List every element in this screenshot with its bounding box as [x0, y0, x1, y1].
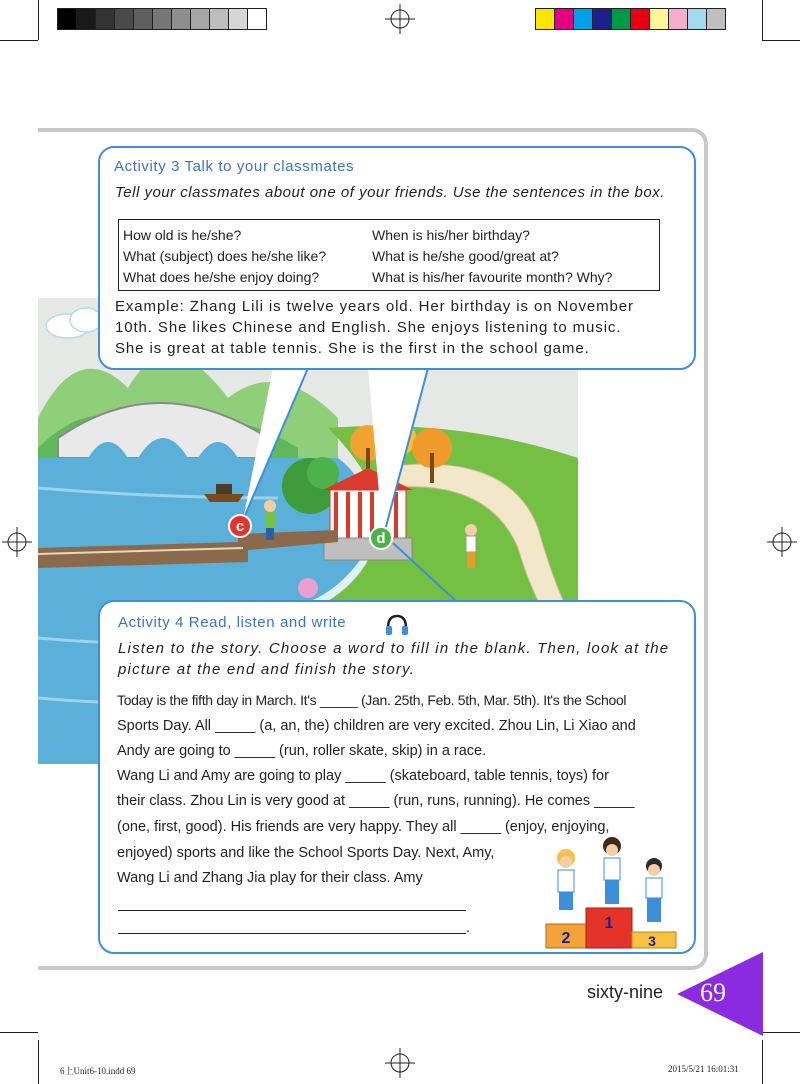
- activity-4-instruction: Listen to the story. Choose a word to fill in the blank. Then, look at the: [118, 640, 670, 657]
- crop-mark: [762, 0, 763, 40]
- story-line: Sports Day. All _____ (a, an, the) children are very excited. Zhou Lin, Li Xiao and: [117, 718, 636, 734]
- story-line: their class. Zhou Lin is very good at _____ (run, runs, running). He comes _____: [117, 793, 635, 809]
- boy-figure: [646, 858, 662, 922]
- girl-figure: [603, 837, 621, 904]
- crop-mark: [0, 1032, 38, 1033]
- activity-3-title: Activity 3 Talk to your classmates: [114, 158, 355, 175]
- page-number-words: sixty-nine: [587, 982, 664, 1002]
- girl-figure: [557, 849, 575, 910]
- crop-mark: [762, 1032, 800, 1033]
- footer-timestamp: 2015/5/21 16:01:31: [668, 1064, 739, 1074]
- story-line: Wang Li and Amy are going to play _____ (skateboard, table tennis, toys) for: [117, 768, 609, 784]
- podium-illustration: [540, 836, 686, 952]
- footer-file: 6上Unit6-10.indd 69: [60, 1066, 136, 1076]
- story-line: enjoyed) sports and like the School Sports Day. Next, Amy,: [117, 845, 495, 861]
- podium-place-2: 2: [561, 930, 571, 947]
- bubble-c: [229, 515, 251, 537]
- registration-mark-icon: [385, 1048, 415, 1078]
- crop-mark: [0, 40, 38, 41]
- example-paragraph: [115, 296, 685, 359]
- bubble-letter-c: c: [235, 518, 245, 535]
- page-number: 69: [700, 978, 726, 1007]
- answer-period: .: [466, 920, 471, 936]
- question-item: What is he/she good/great at?: [372, 248, 559, 264]
- question-item: When is his/her birthday?: [372, 227, 530, 243]
- headphones-icon[interactable]: [384, 612, 410, 638]
- example-line: She is great at table tennis. She is the first in the school game.: [115, 340, 590, 357]
- podium-place-1: 1: [604, 915, 614, 932]
- podium-place-3: 3: [648, 933, 656, 949]
- story-line: (one, first, good). His friends are very happy. They all _____ (enjoy, enjoying,: [117, 819, 610, 835]
- activity-4-title: Activity 4 Read, listen and write: [118, 614, 347, 631]
- registration-mark-icon: [767, 527, 797, 557]
- story-line: Andy are going to _____ (run, roller skate, skip) in a race.: [117, 743, 487, 759]
- question-item: How old is he/she?: [123, 227, 242, 243]
- registration-mark-icon: [2, 527, 32, 557]
- activity-3-instruction: Tell your classmates about one of your friends. Use the sentences in the box.: [115, 184, 665, 201]
- question-item: What does he/she enjoy doing?: [123, 269, 320, 285]
- crop-mark: [38, 1040, 39, 1084]
- crop-mark: [762, 1040, 763, 1084]
- answer-line[interactable]: [118, 933, 466, 934]
- example-line: Example: Zhang Lili is twelve years old. Her birthday is on November: [115, 298, 634, 315]
- color-calibration-strip: [536, 8, 726, 30]
- crop-mark: [762, 40, 800, 41]
- story-line: Today is the fifth day in March. It's _____ (Jan. 25th, Feb. 5th, Mar. 5th). It's the School: [117, 692, 627, 708]
- activity-4-instruction: picture at the end and finish the story.: [118, 661, 416, 678]
- story-line: Wang Li and Zhang Jia play for their class. Amy: [117, 870, 423, 886]
- answer-line[interactable]: [118, 910, 466, 911]
- question-item: What (subject) does he/she like?: [123, 248, 327, 264]
- crop-mark: [38, 0, 39, 40]
- registration-mark-icon: [385, 4, 415, 34]
- question-item: What is his/her favourite month? Why?: [372, 269, 613, 285]
- example-line: 10th. She likes Chinese and English. She enjoys listening to music.: [115, 319, 622, 336]
- bubble-letter-d: d: [376, 530, 386, 547]
- bubble-d: [370, 527, 392, 549]
- grayscale-calibration-strip: [58, 8, 267, 30]
